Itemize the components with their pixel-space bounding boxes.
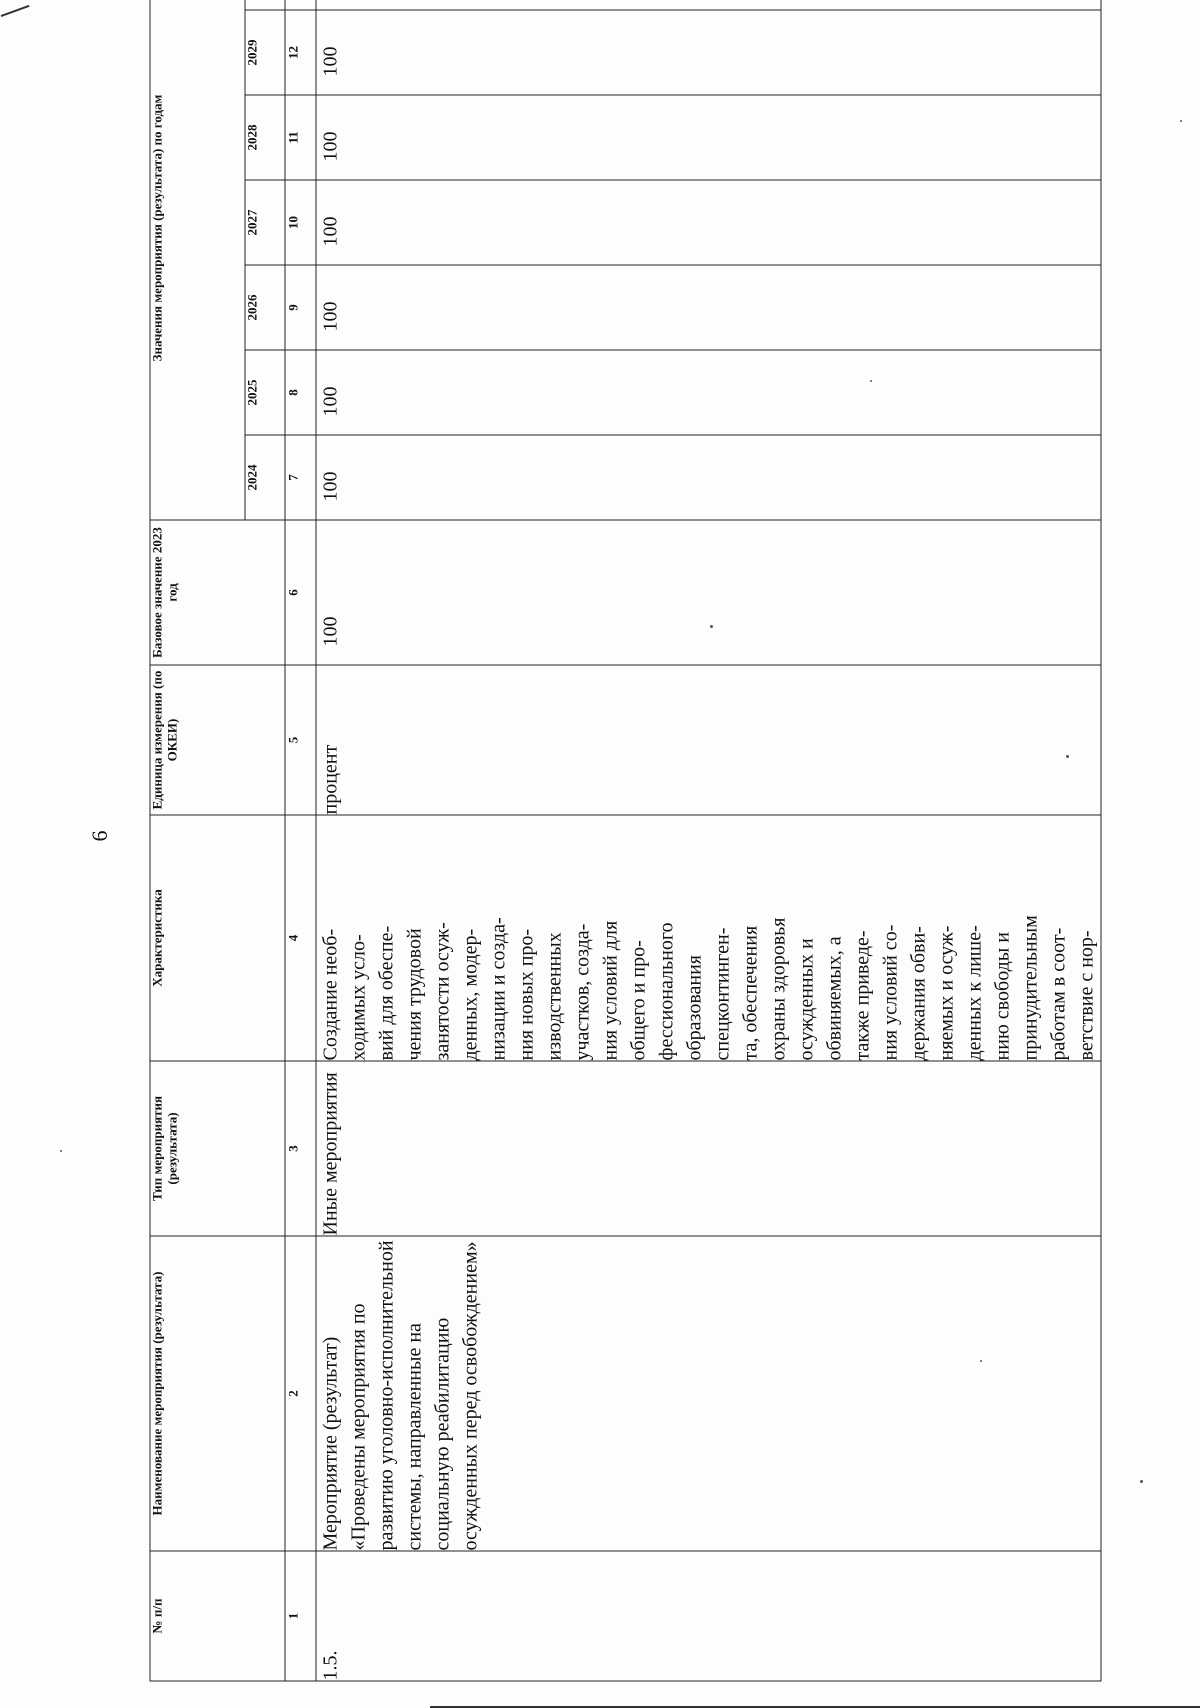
scan-speck	[60, 1150, 62, 1152]
header-characteristic: Характеристика	[150, 815, 285, 1061]
header-number: № п/п	[150, 1551, 285, 1681]
header-values-by-year: Значения мероприятия (результата) по годам	[150, 0, 245, 520]
scan-speck	[1180, 120, 1182, 122]
table-row	[316, 0, 1101, 1681]
header-year: 2029	[245, 10, 285, 95]
characteristic-line: держания обви-	[907, 926, 930, 1061]
header-year: 2025	[245, 350, 285, 435]
characteristic-line: ходимых усло-	[347, 934, 370, 1061]
characteristic-line: денных к лише-	[963, 925, 986, 1061]
column-number: 5	[285, 665, 316, 815]
characteristic-line: фессионального	[655, 922, 678, 1061]
header-year: 2026	[245, 265, 285, 350]
characteristic-line: няемых и осуж-	[935, 925, 958, 1061]
characteristic-line: та, обеспечения	[739, 925, 762, 1061]
characteristic-line: также приведе-	[851, 930, 874, 1061]
characteristic-line: охраны здоровья	[767, 917, 790, 1061]
column-number: 4	[285, 815, 316, 1061]
year-value: 100	[316, 265, 1101, 350]
scan-speck	[1140, 1480, 1143, 1483]
header-base-value: Базовое значение 2023 год	[150, 520, 285, 665]
characteristic-line: чения трудовой	[403, 928, 426, 1061]
year-value	[316, 0, 1101, 10]
characteristic-line: нию свободы и	[991, 932, 1014, 1061]
page-number: 6	[87, 830, 112, 842]
activities-table	[150, 0, 1102, 1682]
characteristic-line: образования	[683, 955, 706, 1061]
column-number: 1	[285, 1551, 316, 1681]
scan-speck	[1066, 755, 1069, 758]
characteristic-line: принудительным	[1019, 915, 1042, 1061]
column-number: 2	[285, 1236, 316, 1551]
table-container	[149, 37, 1098, 1682]
characteristic-line: ния условий для	[599, 920, 622, 1061]
characteristic-line: занятости осуж-	[431, 922, 454, 1061]
year-value: 100	[316, 350, 1101, 435]
year-value: 100	[316, 180, 1101, 265]
column-number: 11	[285, 95, 316, 180]
scan-speck	[980, 1360, 982, 1362]
activity-name: Мероприятие (результат) «Проведены мероприятия по развитию уголовно-исполнительной системы, направленные на социальную реабилитацию осужденных перед освобождением»	[316, 1236, 1101, 1551]
header-year	[245, 0, 285, 10]
characteristic-line: обвиняемых, а	[823, 936, 846, 1061]
scan-speck	[870, 380, 872, 382]
characteristic-line: денных, модер-	[459, 928, 482, 1061]
characteristic-line: спецконтинген-	[711, 927, 734, 1061]
header-year: 2027	[245, 180, 285, 265]
scan-edge-line	[430, 1706, 1200, 1708]
column-number: 6	[285, 520, 316, 665]
characteristic-line: осужденных и	[795, 938, 818, 1061]
column-number: 3	[285, 1061, 316, 1236]
characteristic-line: низации и созда-	[487, 917, 510, 1061]
characteristic-line: ветствие с нор-	[1075, 930, 1098, 1061]
characteristic-line: ния новых про-	[515, 928, 538, 1061]
characteristic-line: ния условий со-	[879, 924, 902, 1061]
year-value: 100	[316, 95, 1101, 180]
year-value: 100	[316, 435, 1101, 520]
column-number: 12	[285, 10, 316, 95]
activity-type: Иные мероприятия	[316, 1061, 1101, 1236]
characteristic-line: изводственных	[543, 932, 566, 1061]
base-value: 100	[316, 520, 1101, 665]
header-unit: Единица измерения (по ОКЕИ)	[150, 665, 285, 815]
column-number: 8	[285, 350, 316, 435]
characteristic-line: Создание необ-	[319, 928, 342, 1061]
year-value: 100	[316, 10, 1101, 95]
characteristic-line: работам в соот-	[1047, 927, 1070, 1061]
characteristic-line: общего и про-	[627, 940, 650, 1061]
characteristic-line: участков, созда-	[571, 923, 594, 1061]
characteristic-line: вий для обеспе-	[375, 925, 398, 1061]
column-number: 9	[285, 265, 316, 350]
header-year: 2028	[245, 95, 285, 180]
header-name: Наименование мероприятия (результата)	[150, 1236, 285, 1551]
scan-edge-line	[1, 5, 30, 17]
unit-of-measure: процент	[316, 665, 1101, 815]
header-type: Тип мероприятия (результата)	[150, 1061, 285, 1236]
column-number: 10	[285, 180, 316, 265]
row-number: 1.5.	[316, 1551, 1101, 1681]
header-year: 2024	[245, 435, 285, 520]
column-number	[285, 0, 316, 10]
column-number: 7	[285, 435, 316, 520]
activity-characteristic	[316, 815, 1101, 1061]
scan-speck	[710, 625, 713, 628]
